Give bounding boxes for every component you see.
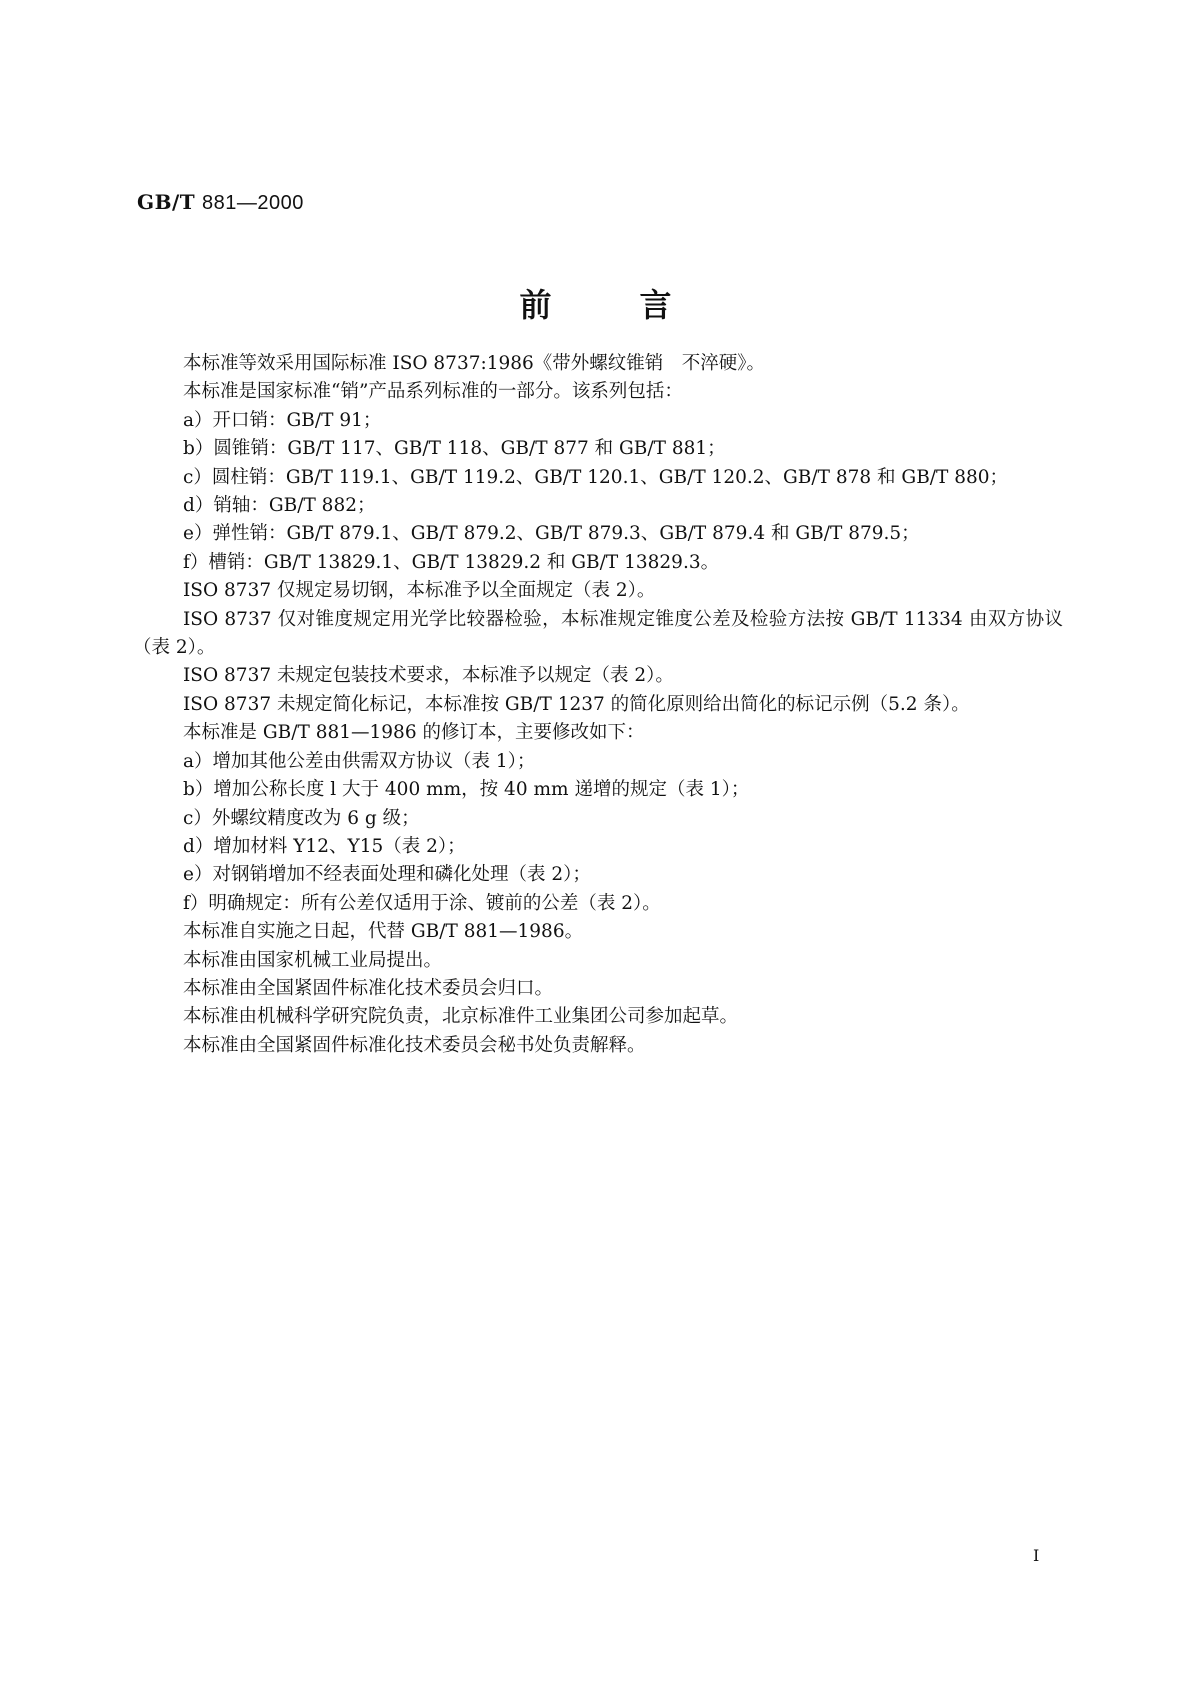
list-item: b）圆锥销：GB/T 117、GB/T 118、GB/T 877 和 GB/T 881； [183,438,726,460]
paragraph: 本标准由机械科学研究院负责，北京标准件工业集团公司参加起草。 [183,1006,739,1028]
paragraph: ISO 8737 仅规定易切钢，本标准予以全面规定（表 2）。 [183,580,656,602]
paragraph: 本标准是 GB/T 881—1986 的修订本，主要修改如下： [183,722,645,744]
list-item: d）增加材料 Y12、Y15（表 2）； [183,835,466,857]
paragraph: ISO 8737 未规定包装技术要求，本标准予以规定（表 2）。 [183,665,674,687]
standard-prefix: GB/T [137,190,196,214]
page-number: I [1033,1546,1040,1565]
paragraph: 本标准自实施之日起，代替 GB/T 881—1986。 [183,921,584,943]
list-item: e）对钢销增加不经表面处理和磷化处理（表 2）； [183,864,591,886]
paragraph: 本标准是国家标准“销”产品系列标准的一部分。该系列包括： [183,381,683,403]
list-item: c）圆柱销：GB/T 119.1、GB/T 119.2、GB/T 120.1、GB/T 120.2、GB/T 878 和 GB/T 880； [183,466,1009,488]
standard-code [137,190,304,215]
list-item: a）开口销：GB/T 91； [183,409,382,431]
list-item: e）弹性销：GB/T 879.1、GB/T 879.2、GB/T 879.3、GB/T 879.4 和 GB/T 879.5； [183,523,920,545]
paragraph: 本标准由全国紧固件标准化技术委员会归口。 [183,977,554,999]
paragraph: ISO 8737 仅对锥度规定用光学比较器检验，本标准规定锥度公差及检验方法按 GB/T 11334 由双方协议（表 2）。 [133,608,1063,659]
paragraph: 本标准由国家机械工业局提出。 [183,949,443,971]
list-item: b）增加公称长度 l 大于 400 mm，按 40 mm 递增的规定（表 1）； [183,779,750,801]
list-item: c）外螺纹精度改为 6 g 级； [183,807,420,829]
list-item: a）增加其他公差由供需双方协议（表 1）； [183,750,536,772]
paragraph: 本标准等效采用国际标准 ISO 8737:1986《带外螺纹锥销 不淬硬》。 [183,353,766,374]
page-title: 前言 [519,286,760,324]
foreword-body [133,350,1063,1060]
list-item: f）明确规定：所有公差仅适用于涂、镀前的公差（表 2）。 [183,892,661,914]
paragraph: 本标准由全国紧固件标准化技术委员会秘书处负责解释。 [183,1034,646,1056]
paragraph: ISO 8737 未规定简化标记，本标准按 GB/T 1237 的简化原则给出简化的标记示例（5.2 条）。 [183,693,970,715]
list-item: f）槽销：GB/T 13829.1、GB/T 13829.2 和 GB/T 13829.3。 [183,551,720,573]
standard-number: 881—2000 [202,192,304,214]
list-item: d）销轴：GB/T 882； [183,495,376,517]
